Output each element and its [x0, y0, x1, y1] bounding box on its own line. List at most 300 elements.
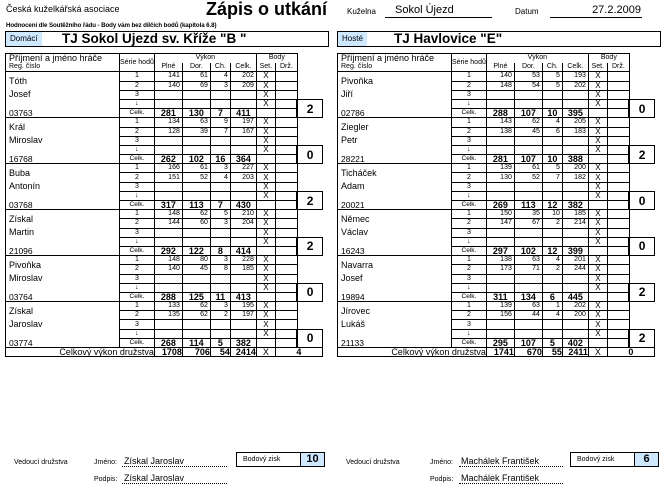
chyby-value[interactable] [210, 90, 230, 99]
chyby-value[interactable] [210, 136, 230, 145]
dorazka-value[interactable]: 61 [514, 164, 542, 173]
celkem-value[interactable]: 185 [562, 210, 588, 219]
set-x-icon: X [588, 274, 607, 283]
dorazka-value[interactable] [182, 228, 210, 237]
dorazka-value[interactable] [182, 90, 210, 99]
player-points[interactable]: 2 [629, 329, 654, 347]
dorazka-value[interactable]: 45 [514, 127, 542, 136]
plne-value[interactable] [486, 182, 514, 191]
chyby-value[interactable] [542, 320, 562, 329]
dorazka-value[interactable] [514, 283, 542, 292]
celkem-value[interactable]: 411 [230, 109, 256, 118]
dorazka-value[interactable]: 61 [182, 164, 210, 173]
chyby-value[interactable]: 3 [210, 219, 230, 228]
player-surname[interactable]: Buba [6, 164, 120, 182]
player-surname[interactable]: Král [6, 118, 120, 136]
chyby-value[interactable] [210, 182, 230, 191]
celkem-value[interactable]: 430 [230, 201, 256, 210]
plne-value[interactable]: 135 [154, 311, 182, 320]
set-x-icon: X [588, 81, 607, 90]
chyby-value[interactable]: 8 [210, 265, 230, 274]
drz-cell [275, 256, 297, 265]
player-points[interactable]: 0 [629, 237, 654, 255]
celkem-value[interactable]: 244 [562, 265, 588, 274]
celkem-value[interactable]: 209 [230, 81, 256, 90]
series-number: 3 [452, 182, 487, 191]
plne-value[interactable] [486, 320, 514, 329]
player-row [338, 246, 655, 255]
dorazka-value[interactable]: 80 [182, 256, 210, 265]
player-first-name[interactable]: Josef [6, 90, 120, 108]
plne-value[interactable]: 151 [154, 173, 182, 182]
plne-value[interactable]: 281 [486, 155, 514, 164]
plne-value[interactable]: 269 [486, 201, 514, 210]
player-first-name[interactable]: Adam [338, 182, 452, 200]
plne-value[interactable]: 130 [486, 173, 514, 182]
home-team-name[interactable]: TJ Sokol Ujezd sv. Kříže "B " [62, 31, 247, 46]
dorazka-value[interactable]: 107 [514, 338, 542, 347]
dorazka-value[interactable] [514, 90, 542, 99]
celkem-value[interactable]: 402 [562, 338, 588, 347]
plne-value[interactable] [486, 329, 514, 338]
dorazka-value[interactable]: 102 [514, 246, 542, 255]
chyby-value[interactable]: 16 [210, 155, 230, 164]
celkem-value[interactable]: 382 [562, 201, 588, 210]
chyby-value[interactable] [542, 283, 562, 292]
player-surname[interactable]: Získal [6, 210, 120, 228]
plne-value[interactable]: 262 [154, 155, 182, 164]
dorazka-value[interactable]: 113 [514, 201, 542, 210]
plne-value[interactable]: 133 [154, 302, 182, 311]
dorazka-value[interactable] [514, 136, 542, 145]
chyby-value[interactable]: 10 [542, 155, 562, 164]
plne-value[interactable]: 134 [154, 118, 182, 127]
player-first-name[interactable]: Miroslav [6, 136, 120, 154]
celkem-value[interactable]: 388 [562, 155, 588, 164]
plne-value[interactable] [154, 283, 182, 292]
dorazka-value[interactable] [182, 320, 210, 329]
player-reg-number[interactable]: 16768 [6, 155, 120, 164]
plne-value[interactable]: 141 [154, 72, 182, 81]
dorazka-value[interactable]: 63 [514, 256, 542, 265]
dorazka-value[interactable]: 45 [182, 265, 210, 274]
plne-value[interactable]: 139 [486, 302, 514, 311]
header-spacer [629, 54, 654, 63]
player-surname[interactable]: Jírovec [338, 302, 452, 320]
chyby-value[interactable]: 2 [542, 219, 562, 228]
plne-value[interactable]: 268 [154, 338, 182, 347]
plne-value[interactable]: 148 [486, 81, 514, 90]
plne-value[interactable]: 140 [486, 72, 514, 81]
celkem-value[interactable] [562, 136, 588, 145]
player-points[interactable]: 0 [629, 191, 654, 209]
player-surname[interactable]: Pivoňka [6, 256, 120, 274]
celkem-value[interactable]: 201 [562, 256, 588, 265]
plne-value[interactable]: 288 [486, 109, 514, 118]
plne-value[interactable] [486, 136, 514, 145]
dorazka-value[interactable]: 107 [514, 155, 542, 164]
celkem-value[interactable] [562, 274, 588, 283]
chyby-value[interactable]: 6 [542, 127, 562, 136]
player-surname[interactable]: Tóth [6, 72, 120, 90]
celkem-value[interactable]: 167 [230, 127, 256, 136]
dorazka-value[interactable]: 69 [182, 81, 210, 90]
player-first-name[interactable]: Lukáš [338, 320, 452, 338]
celkem-value[interactable]: 193 [562, 72, 588, 81]
series-number: 2 [120, 311, 155, 320]
celkem-value[interactable] [230, 283, 256, 292]
set-x-icon: X [256, 173, 275, 182]
series-number: ↓ [120, 145, 155, 154]
celkem-value[interactable]: 200 [562, 164, 588, 173]
dorazka-value[interactable]: 130 [182, 109, 210, 118]
series-number: ↓ [452, 283, 487, 292]
celkem-value[interactable] [230, 90, 256, 99]
drz-empty [275, 155, 297, 164]
dorazka-value[interactable] [514, 320, 542, 329]
plne-value[interactable]: 140 [154, 265, 182, 274]
celkem-value[interactable]: 228 [230, 256, 256, 265]
player-surname[interactable]: Pivoňka [338, 72, 452, 90]
plne-value[interactable]: 143 [486, 118, 514, 127]
chyby-value[interactable]: 5 [542, 72, 562, 81]
plne-value[interactable]: 138 [486, 256, 514, 265]
chyby-value[interactable]: 5 [542, 338, 562, 347]
celkem-value[interactable] [562, 329, 588, 338]
chyby-value[interactable] [542, 274, 562, 283]
home-jmeno-label: Jméno: [94, 459, 117, 466]
dorazka-value[interactable] [182, 283, 210, 292]
team-total-label: Celkový výkon družstva [338, 348, 487, 357]
drz-empty [607, 109, 629, 118]
plne-value[interactable] [154, 329, 182, 338]
celkem-value[interactable] [562, 90, 588, 99]
dorazka-value[interactable]: 61 [182, 72, 210, 81]
series-number: 2 [120, 173, 155, 182]
plne-value[interactable]: 128 [154, 127, 182, 136]
player-reg-number[interactable]: 16243 [338, 246, 452, 255]
celkem-value[interactable]: 183 [562, 127, 588, 136]
celkem-value[interactable]: 195 [230, 302, 256, 311]
celkem-value[interactable]: 413 [230, 292, 256, 301]
chyby-value[interactable]: 12 [542, 246, 562, 255]
player-points[interactable]: 0 [629, 99, 654, 117]
chyby-value[interactable]: 5 [210, 338, 230, 347]
plne-value[interactable]: 281 [154, 109, 182, 118]
player-reg-number[interactable]: 02786 [338, 109, 452, 118]
dorazka-value[interactable]: 39 [182, 127, 210, 136]
celkem-value[interactable]: 185 [230, 265, 256, 274]
player-row [6, 136, 323, 145]
team-match-points: 4 [275, 348, 322, 357]
dorazka-value[interactable]: 62 [514, 118, 542, 127]
set-x-icon: X [588, 99, 607, 108]
drz-cell [275, 228, 297, 237]
dorazka-value[interactable] [182, 182, 210, 191]
player-points[interactable]: 2 [297, 191, 322, 209]
plne-value[interactable]: 288 [154, 292, 182, 301]
chyby-value[interactable]: 5 [542, 164, 562, 173]
plne-value[interactable]: 138 [486, 127, 514, 136]
dorazka-value[interactable]: 44 [514, 311, 542, 320]
chyby-value[interactable]: 10 [542, 210, 562, 219]
dorazka-value[interactable]: 60 [182, 219, 210, 228]
player-surname[interactable]: Němec [338, 210, 452, 228]
player-points[interactable]: 2 [297, 237, 322, 255]
plne-value[interactable] [486, 283, 514, 292]
chyby-value[interactable]: 4 [542, 256, 562, 265]
plne-value[interactable] [154, 182, 182, 191]
player-reg-number[interactable]: 21096 [6, 246, 120, 255]
chyby-value[interactable] [210, 320, 230, 329]
venue-field[interactable]: Sokol Újezd [385, 3, 492, 18]
dorazka-value[interactable]: 114 [182, 338, 210, 347]
dorazka-value[interactable]: 52 [514, 173, 542, 182]
dorazka-value[interactable] [514, 182, 542, 191]
chyby-value[interactable]: 4 [210, 173, 230, 182]
player-reg-number[interactable]: 03768 [6, 201, 120, 210]
chyby-value[interactable]: 9 [210, 118, 230, 127]
player-points[interactable]: 2 [629, 145, 654, 163]
dorazka-value[interactable] [514, 329, 542, 338]
player-reg-number[interactable]: 03764 [6, 292, 120, 301]
drz-cell [275, 320, 297, 329]
celkem-value[interactable]: 382 [230, 338, 256, 347]
celkem-value[interactable]: 205 [562, 118, 588, 127]
player-first-name[interactable]: Miroslav [6, 274, 120, 292]
celkem-value[interactable]: 364 [230, 155, 256, 164]
set-x-icon: X [588, 173, 607, 182]
dorazka-value[interactable]: 134 [514, 292, 542, 301]
guest-bodovy-label: Bodový zisk [577, 456, 615, 463]
chyby-value[interactable]: 3 [210, 164, 230, 173]
chyby-value[interactable] [542, 90, 562, 99]
plne-value[interactable] [154, 136, 182, 145]
player-reg-number[interactable]: 03774 [6, 338, 120, 347]
player-points[interactable]: 0 [297, 283, 322, 301]
plne-value[interactable] [486, 90, 514, 99]
player-first-name[interactable]: Jiří [338, 90, 452, 108]
player-points[interactable]: 0 [297, 329, 322, 347]
chyby-value[interactable] [542, 136, 562, 145]
celkem-value[interactable]: 202 [562, 302, 588, 311]
player-reg-number[interactable]: 20021 [338, 201, 452, 210]
drz-cell [275, 219, 297, 228]
dorazka-value[interactable]: 122 [182, 246, 210, 255]
player-points[interactable]: 0 [297, 145, 322, 163]
dorazka-value[interactable]: 67 [514, 219, 542, 228]
celkem-value[interactable] [562, 228, 588, 237]
plne-value[interactable]: 140 [154, 81, 182, 90]
chyby-value[interactable]: 7 [210, 201, 230, 210]
chyby-value[interactable]: 8 [210, 246, 230, 255]
player-surname[interactable]: Navarra [338, 256, 452, 274]
dorazka-value[interactable]: 54 [514, 81, 542, 90]
celkem-value[interactable] [230, 329, 256, 338]
chyby-value[interactable]: 4 [542, 311, 562, 320]
celkem-value[interactable] [230, 182, 256, 191]
plne-value[interactable] [154, 228, 182, 237]
chyby-value[interactable]: 4 [542, 118, 562, 127]
chyby-value[interactable]: 11 [210, 292, 230, 301]
plne-value[interactable] [486, 274, 514, 283]
plne-value[interactable]: 139 [486, 164, 514, 173]
vykon-header: Výkon [486, 54, 588, 63]
points-spacer [629, 302, 654, 330]
dorazka-value[interactable] [514, 274, 542, 283]
celkem-value[interactable] [562, 182, 588, 191]
points-spacer [297, 256, 322, 284]
plne-value[interactable] [154, 320, 182, 329]
chyby-value[interactable]: 6 [542, 292, 562, 301]
guest-leader-name[interactable]: Machálek František [459, 455, 563, 467]
dorazka-value[interactable]: 107 [514, 109, 542, 118]
chyby-value[interactable] [542, 228, 562, 237]
dorazka-value[interactable]: 102 [182, 155, 210, 164]
celkem-value[interactable]: 227 [230, 164, 256, 173]
plne-value[interactable]: 292 [154, 246, 182, 255]
celkem-value[interactable]: 395 [562, 109, 588, 118]
chyby-value[interactable]: 10 [542, 109, 562, 118]
player-first-name[interactable]: Josef [338, 274, 452, 292]
dorazka-value[interactable]: 35 [514, 210, 542, 219]
player-row [6, 256, 323, 265]
player-row [338, 302, 655, 311]
dorazka-value[interactable]: 63 [514, 302, 542, 311]
celkem-value[interactable] [562, 283, 588, 292]
home-signature[interactable]: Získal Jaroslav [122, 472, 227, 484]
celkem-value[interactable]: 202 [562, 81, 588, 90]
celkem-value[interactable] [230, 136, 256, 145]
chyby-value[interactable]: 3 [210, 256, 230, 265]
celkem-value[interactable]: 182 [562, 173, 588, 182]
guest-team-name[interactable]: TJ Havlovice "E" [394, 31, 503, 46]
player-reg-number[interactable]: 28221 [338, 155, 452, 164]
player-surname[interactable]: Ticháček [338, 164, 452, 182]
chyby-value[interactable]: 7 [210, 127, 230, 136]
plne-value[interactable]: 144 [154, 219, 182, 228]
celkem-value[interactable] [230, 228, 256, 237]
dorazka-value[interactable]: 62 [182, 210, 210, 219]
dorazka-value[interactable] [182, 136, 210, 145]
chyby-value[interactable]: 5 [542, 81, 562, 90]
chyby-value[interactable] [210, 329, 230, 338]
chyby-value[interactable]: 2 [542, 265, 562, 274]
celkem-value[interactable]: 214 [562, 219, 588, 228]
plne-value[interactable]: 150 [486, 210, 514, 219]
chyby-value[interactable]: 2 [210, 311, 230, 320]
plne-value[interactable]: 156 [486, 311, 514, 320]
dorazka-value[interactable]: 52 [182, 173, 210, 182]
celkem-value[interactable]: 197 [230, 118, 256, 127]
celkem-value[interactable]: 399 [562, 246, 588, 255]
plne-column-header: Plné [154, 63, 182, 72]
dorazka-value[interactable] [182, 274, 210, 283]
dorazka-value[interactable]: 113 [182, 201, 210, 210]
celkem-value[interactable]: 200 [562, 311, 588, 320]
player-reg-number[interactable]: 19894 [338, 292, 452, 301]
chyby-value[interactable]: 4 [210, 72, 230, 81]
chyby-value[interactable] [210, 228, 230, 237]
chyby-value[interactable] [542, 329, 562, 338]
plne-value[interactable]: 311 [486, 292, 514, 301]
celkem-value[interactable] [562, 320, 588, 329]
dorazka-value[interactable]: 125 [182, 292, 210, 301]
plne-value[interactable] [154, 274, 182, 283]
player-points[interactable]: 2 [629, 283, 654, 301]
dorazka-value[interactable]: 62 [182, 311, 210, 320]
plne-value[interactable]: 173 [486, 265, 514, 274]
celkem-value[interactable]: 210 [230, 210, 256, 219]
plne-value[interactable]: 295 [486, 338, 514, 347]
dorazka-value[interactable]: 63 [182, 118, 210, 127]
points-spacer [629, 72, 654, 100]
celkem-value[interactable]: 203 [230, 173, 256, 182]
celkem-value[interactable]: 204 [230, 219, 256, 228]
player-first-name[interactable]: Václav [338, 228, 452, 246]
dorazka-value[interactable]: 71 [514, 265, 542, 274]
dorazka-value[interactable] [182, 329, 210, 338]
guest-signature[interactable]: Machálek František [459, 472, 563, 484]
player-surname[interactable]: Získal [6, 302, 120, 320]
celkem-value[interactable]: 445 [562, 292, 588, 301]
player-first-name[interactable]: Antonín [6, 182, 120, 200]
chyby-value[interactable]: 12 [542, 201, 562, 210]
player-first-name[interactable]: Martin [6, 228, 120, 246]
celkem-value[interactable] [230, 274, 256, 283]
home-leader-name[interactable]: Získal Jaroslav [122, 455, 227, 467]
player-first-name[interactable]: Petr [338, 136, 452, 154]
chyby-value[interactable]: 1 [542, 302, 562, 311]
plne-value[interactable] [154, 90, 182, 99]
plne-value[interactable]: 317 [154, 201, 182, 210]
player-points[interactable]: 2 [297, 99, 322, 117]
chyby-value[interactable] [210, 274, 230, 283]
series-number: 1 [452, 302, 487, 311]
celkem-value[interactable]: 414 [230, 246, 256, 255]
plne-value[interactable]: 147 [486, 219, 514, 228]
dorazka-value[interactable] [514, 228, 542, 237]
set-x-icon: X [588, 72, 607, 81]
player-surname[interactable]: Ziegler [338, 118, 452, 136]
player-first-name[interactable]: Jaroslav [6, 320, 120, 338]
celkem-value[interactable]: 197 [230, 311, 256, 320]
chyby-value[interactable]: 7 [542, 173, 562, 182]
plne-value[interactable]: 166 [154, 164, 182, 173]
drz-cell [275, 302, 297, 311]
date-field[interactable]: 27.2.2009 [550, 3, 642, 18]
celkem-value[interactable]: 202 [230, 72, 256, 81]
series-number: 1 [452, 256, 487, 265]
drz-cell [275, 329, 297, 338]
chyby-value[interactable]: 3 [210, 81, 230, 90]
chyby-value[interactable]: 5 [210, 210, 230, 219]
player-reg-number[interactable]: 21133 [338, 338, 452, 347]
chyby-value[interactable]: 7 [210, 109, 230, 118]
team-sum-value: 2414 [230, 348, 256, 357]
plne-value[interactable] [486, 228, 514, 237]
chyby-value[interactable] [542, 182, 562, 191]
plne-value[interactable]: 297 [486, 246, 514, 255]
dorazka-value[interactable]: 53 [514, 72, 542, 81]
chyby-value[interactable] [210, 283, 230, 292]
chyby-value[interactable]: 3 [210, 302, 230, 311]
player-reg-number[interactable]: 03763 [6, 109, 120, 118]
plne-value[interactable]: 148 [154, 256, 182, 265]
plne-value[interactable]: 148 [154, 210, 182, 219]
dorazka-value[interactable]: 62 [182, 302, 210, 311]
celkem-value[interactable] [230, 320, 256, 329]
